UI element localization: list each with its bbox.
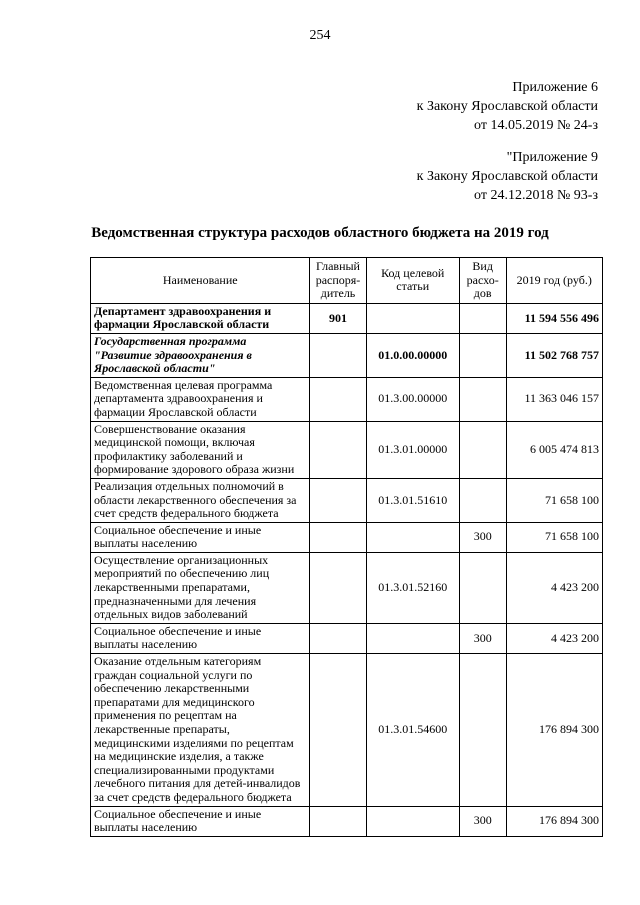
header-amount: 2019 год (руб.) <box>506 258 602 304</box>
cell-amount: 6 005 474 813 <box>506 421 602 478</box>
cell-admin <box>310 654 366 807</box>
appendix-line: к Закону Ярославской области <box>416 169 598 184</box>
appendix-line: Приложение 6 <box>512 80 598 95</box>
table-row <box>91 377 603 421</box>
appendix-reference-current <box>417 78 598 135</box>
cell-amount: 4 423 200 <box>506 623 602 653</box>
table-row <box>91 654 603 807</box>
appendix-line: к Закону Ярославской области <box>416 99 598 114</box>
cell-name: Оказание отдельным категориям граждан социальной услуги по обеспечению лекарственными препаратами для медицинского применения по рецептам на лекарственные препараты, медицинскими изделиями по рецептам на медицинские изделия, а также специализированными продуктами лечебного питания для детей-инвалидов за счет средств федерального бюджета <box>91 654 310 807</box>
cell-code: 01.3.01.52160 <box>366 552 459 623</box>
cell-type <box>459 377 506 421</box>
cell-admin <box>310 623 366 653</box>
cell-name: Реализация отдельных полномочий в области лекарственного обеспечения за счет средств федерального бюджета <box>91 478 310 522</box>
cell-name: Совершенствование оказания медицинской помощи, включая профилактику заболеваний и формирование здорового образа жизни <box>91 421 310 478</box>
cell-name: Социальное обеспечение и иные выплаты населению <box>91 806 310 836</box>
cell-name: Ведомственная целевая программа департамента здравоохранения и фармации Ярославской области <box>91 377 310 421</box>
cell-type <box>459 421 506 478</box>
cell-admin <box>310 478 366 522</box>
appendix-reference-original <box>417 148 598 205</box>
cell-type <box>459 303 506 333</box>
cell-admin: 901 <box>310 303 366 333</box>
cell-amount: 11 363 046 157 <box>506 377 602 421</box>
cell-code <box>366 303 459 333</box>
cell-type <box>459 654 506 807</box>
cell-code: 01.3.01.00000 <box>366 421 459 478</box>
appendix-line: "Приложение 9 <box>506 150 598 165</box>
document-title: Ведомственная структура расходов областного бюджета на 2019 год <box>91 225 549 241</box>
cell-amount: 11 594 556 496 <box>506 303 602 333</box>
cell-type <box>459 552 506 623</box>
cell-type: 300 <box>459 522 506 552</box>
page-number: 254 <box>309 28 331 43</box>
cell-type: 300 <box>459 806 506 836</box>
cell-admin <box>310 333 366 377</box>
table-header-row <box>91 258 603 304</box>
budget-table <box>90 257 603 837</box>
cell-amount: 176 894 300 <box>506 654 602 807</box>
table-row <box>91 421 603 478</box>
cell-admin <box>310 377 366 421</box>
cell-amount: 71 658 100 <box>506 478 602 522</box>
cell-code: 01.3.01.51610 <box>366 478 459 522</box>
cell-name: Департамент здравоохранения и фармации Ярославской области <box>91 303 310 333</box>
table-row <box>91 303 603 333</box>
table-row <box>91 522 603 552</box>
cell-name: Осуществление организационных мероприятий по обеспечению лиц лекарственными препаратами, предназначенными для лечения отдельных видов заболеваний <box>91 552 310 623</box>
table-row <box>91 552 603 623</box>
header-type: Вид расхо-дов <box>459 258 506 304</box>
table-row <box>91 623 603 653</box>
cell-name: Социальное обеспечение и иные выплаты населению <box>91 522 310 552</box>
header-admin: Главный распоря-дитель <box>310 258 366 304</box>
cell-type: 300 <box>459 623 506 653</box>
cell-code: 01.0.00.00000 <box>366 333 459 377</box>
cell-admin <box>310 522 366 552</box>
cell-name: Государственная программа "Развитие здравоохранения в Ярославской области" <box>91 333 310 377</box>
cell-type <box>459 333 506 377</box>
cell-code <box>366 806 459 836</box>
cell-amount: 4 423 200 <box>506 552 602 623</box>
appendix-line: от 24.12.2018 № 93-з <box>474 188 598 203</box>
cell-code: 01.3.01.54600 <box>366 654 459 807</box>
cell-code <box>366 623 459 653</box>
cell-amount: 11 502 768 757 <box>506 333 602 377</box>
table-row <box>91 478 603 522</box>
header-code: Код целевой статьи <box>366 258 459 304</box>
cell-admin <box>310 421 366 478</box>
cell-admin <box>310 806 366 836</box>
cell-code: 01.3.00.00000 <box>366 377 459 421</box>
cell-code <box>366 522 459 552</box>
table-row <box>91 806 603 836</box>
cell-type <box>459 478 506 522</box>
appendix-line: от 14.05.2019 № 24-з <box>474 118 598 133</box>
cell-admin <box>310 552 366 623</box>
cell-name: Социальное обеспечение и иные выплаты населению <box>91 623 310 653</box>
header-name: Наименование <box>91 258 310 304</box>
cell-amount: 176 894 300 <box>506 806 602 836</box>
table-row <box>91 333 603 377</box>
cell-amount: 71 658 100 <box>506 522 602 552</box>
